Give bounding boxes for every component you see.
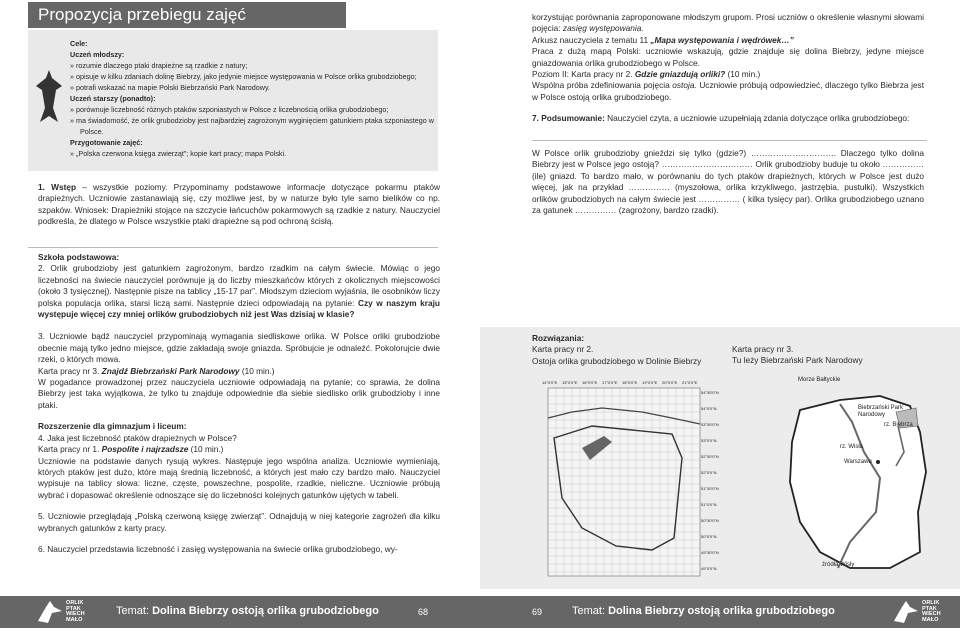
- prep-heading: Przygotowanie zajęć:: [70, 138, 143, 147]
- solutions-right: Karta pracy nr 3. Tu leży Biebrzański Park Narodowy: [732, 344, 863, 366]
- goals-heading: Cele:: [70, 39, 88, 48]
- latitude-label: 52°0'0"N: [701, 470, 717, 475]
- grid-map: [532, 378, 720, 582]
- map-label-wisla: rz. Wisła: [840, 444, 863, 450]
- longitude-label: 21°0'0"E: [682, 380, 698, 385]
- latitude-label: 53°30'0"N: [701, 422, 719, 427]
- latitude-label: 54°30'0"N: [701, 390, 719, 395]
- grid-lines: [548, 388, 700, 576]
- footer-topic: Temat: Dolina Biebrzy ostoją orlika grubodziobego: [116, 605, 379, 617]
- longitude-label: 18°0'0"E: [622, 380, 638, 385]
- goals-list: [70, 38, 434, 159]
- page-number: 69: [532, 607, 543, 617]
- page-title: Propozycja przebiegu zajęć: [28, 2, 346, 28]
- extended-p4b: Uczniowie na podstawie danych rysują wykres. Następuje jego wspólna analiza. Uczniowie wymieniają, których ptaków jest dużo, które mają średnią liczebność, a których jest mało czy bardzo mało. Nauczyciel wypisuje na tablicy słowa: liczne, częste, powszechne, pospolite, rzadkie, nieliczne. Uczniowie próbują wybrać i dopasować określenie odnoszące się do liczebności kolejnych gatunków ujętych w tabeli.: [38, 455, 440, 500]
- eagle-logo-icon: [36, 599, 64, 625]
- extended-p4: 4. Jaka jest liczebność ptaków drapieżnych w Polsce?: [38, 432, 237, 443]
- longitude-label: 16°0'0"E: [582, 380, 598, 385]
- longitude-label: 20°0'0"E: [662, 380, 678, 385]
- divider: [532, 140, 927, 141]
- prep-item: » „Polska czerwona księga zwierząt”; kopie kart pracy; mapa Polski.: [70, 149, 287, 158]
- longitude-label: 15°0'0"E: [562, 380, 578, 385]
- right-page: [480, 0, 960, 642]
- summary: 7. Podsumowanie: Nauczyciel czyta, a uczniowie uzupełniają zdania dotyczące orlika grubodziobego:: [532, 113, 910, 124]
- primary-section: [38, 252, 440, 555]
- orlik-logo: [892, 599, 948, 625]
- primary-heading: Szkoła podstawowa:: [38, 252, 120, 262]
- right-footer: [480, 596, 960, 628]
- extended-heading: Rozszerzenie dla gimnazjum i liceum:: [38, 421, 187, 432]
- fill-in-text: W Polsce orlik grubodzioby gnieździ się tylko (gdzie?) …………………………. Dlaczego tylko dolina Biebrzy jest w Polsce jego ostoją? …………………………… Orlik grubodzioby buduje tu około ……………(ile) gniazd. To bardzo mało, w porównaniu do tych ptaków drapieżnych, których w Polsce jest dużo więcej, jak na przykład …………… (myszołowa, orlika krzykliwego, jastrzębia, pustułki). Wszystkich orlików grubodziobych na całym świecie jest …………… ( kilka tysięcy par). Orlika grubodziobego uznano za gatunek …………… (zagrożony, bardzo rzadki).: [532, 148, 924, 216]
- eagle-silhouette-icon: [34, 68, 64, 128]
- extended-p6: 6. Nauczyciel przedstawia liczebność i zasięg występowania na świecie orlika grubodziobego, wy-: [38, 543, 398, 554]
- extended-p5: 5. Uczniowie przeglądają „Polską czerwoną księgę zwierząt”. Odnajdują w niej kategorie zagrożeń dla kilku wybranych gatunków z karty pracy.: [38, 511, 440, 533]
- map-label-warsaw: Warszawa: [844, 459, 872, 465]
- younger-item: » potrafi wskazać na mapie Polski Biebrzański Park Narodowy.: [70, 83, 271, 92]
- primary-p2: 2. Orlik grubodzioby jest gatunkiem zagrożonym, bardzo rzadkim na całym świecie. Mówiąc o jego liczebności na świecie nauczyciel porównuje ją do liczby mieszkańców których z okolicznych miejscowości (około 3 tysięcznej). Następnie pisze na tablicy „15-17 par”. Młodszym dzieciom wyjaśnia, ile osobników liczy polska populacja orlika, starsi liczą sami. Następnie dzieci odpowiadają na pytanie: Czy w naszym kraju występuje więcej czy mniej orlików grubodziobych niż jest Was dzisiaj w klasie?: [38, 263, 440, 320]
- longitude-label: 14°0'0"E: [542, 380, 558, 385]
- map-label-park: Biebrzański Park Narodowy: [858, 405, 904, 418]
- longitude-label: 19°0'0"E: [642, 380, 658, 385]
- solutions-left: Rozwiązania: Karta pracy nr 2. Ostoja orlika grubodziobego w Dolinie Biebrzy: [532, 333, 732, 367]
- latitude-label: 50°30'0"N: [701, 518, 719, 523]
- latitude-label: 53°0'0"N: [701, 438, 717, 443]
- continuation: korzystując porównania zaproponowane młodszym grupom. Prosi uczniów o określenie własnymi słowami pojęcia: zasięg występowania. Arkusz nauczyciela z tematu 11 „Mapa występowania i wędrówek…” Praca z dużą mapą Polski: uczniowie wskazują, gdzie znajduje się dolina Biebrzy, jedyne miejsce gniazdowania orlika grubodziobego w Polsce. Poziom II: Karta pracy nr 2. Gdzie gniazdują orliki? (10 min.) Wspólna próba zdefiniowania pojęcia ostoja. Uczniowie próbują odpowiedzieć, dlaczego tylko Biebrza jest w Polsce ostoją orlika grubodziobego. 7. Podsumowanie: Nauczyciel czyta, a uczniowie uzupełniają zdania dotyczące orlika grubodziobego:: [532, 12, 925, 124]
- primary-p3b: W pogadance prowadzonej przez nauczyciela uczniowie odpowiadają na pytanie; co sprawia, że dolina Biebrzy jest taka wyjątkowa, że tylko tu znajduje odpowiednie dla siebie siedlisko orlik grubodzioby i inne ptaki.: [38, 377, 440, 410]
- latitude-label: 50°0'0"N: [701, 534, 717, 539]
- page-number: 68: [418, 607, 429, 617]
- map-label-source: źródła Wisły: [822, 562, 855, 568]
- latitude-label: 49°0'0"N: [701, 566, 717, 571]
- older-heading: Uczeń starszy (ponadto):: [70, 94, 156, 103]
- older-item: » porównuje liczebność różnych ptaków szponiastych w Polsce z liczebnością orlika grubodziobego;: [70, 105, 389, 114]
- younger-item: » opisuje w kilku zdaniach dolinę Biebrzy, jako jedynie miejsce występowania w Polsce orlika grubodziobego;: [70, 72, 417, 81]
- latitude-label: 51°30'0"N: [701, 486, 719, 491]
- left-footer: [0, 596, 480, 628]
- latitude-label: 52°30'0"N: [701, 454, 719, 459]
- eagle-logo-icon: [892, 599, 920, 625]
- latitude-label: 51°0'0"N: [701, 502, 717, 507]
- longitude-label: 17°0'0"E: [602, 380, 618, 385]
- orlik-logo: [36, 599, 92, 625]
- map-label-sea: Morze Bałtyckie: [798, 377, 841, 383]
- intro-paragraph: 1. Wstęp – wszystkie poziomy. Przypominamy podstawowe informacje dotyczące pokarmu ptaków drapieżnych. Uczniowie zastanawiają się, czy możliwe jest, by w naturze było tyle samo bielików co np. szpaków. Wniosek: Drapieżniki stojące na szczycie łańcuchów pokarmowych są rzadkie z natury. Nauczyciel podkreśla, że dlatego w Polsce wszystkie ptaki drapieżne są pod ochroną ścisłą.: [38, 182, 440, 227]
- logo-text: ORLIK PTAK WIECH MAŁO: [66, 600, 85, 623]
- latitude-label: 54°0'0"N: [701, 406, 717, 411]
- logo-text: ORLIK PTAK WIECH MAŁO: [922, 600, 941, 623]
- warsaw-point: [876, 460, 880, 464]
- younger-item: » rozumie dlaczego ptaki drapieżne są rzadkie z natury;: [70, 61, 248, 70]
- primary-p3: 3. Uczniowie bądź nauczyciel przypominają wymagania siedliskowe orlika. W Polsce orliki grubodziobe obecnie mają tylko jedno miejsce, gdzie zakładają swoje gniazda. Spróbujcie je odnaleźć. Pokolorujcie dwie rzeki, o których mowa.: [38, 331, 440, 365]
- footer-topic: Temat: Dolina Biebrzy ostoją orlika grubodziobego: [572, 605, 835, 617]
- solutions-heading: Rozwiązania:: [532, 333, 585, 343]
- divider: [28, 247, 438, 248]
- map-label-biebrza: rz. Biebrza: [884, 422, 913, 428]
- latitude-label: 49°30'0"N: [701, 550, 719, 555]
- older-item: » ma świadomość, że orlik grubodzioby jest najbardziej zagrożonym wyginięciem gatunkiem ptaka szponiastego w Polsce.: [70, 116, 434, 136]
- primary-card: Karta pracy nr 3. Znajdź Biebrzański Park Narodowy (10 min.): [38, 365, 275, 376]
- younger-heading: Uczeń młodszy:: [70, 50, 125, 59]
- extended-card: Karta pracy nr 1. Pospolite i najrzadsze (10 min.): [38, 444, 224, 455]
